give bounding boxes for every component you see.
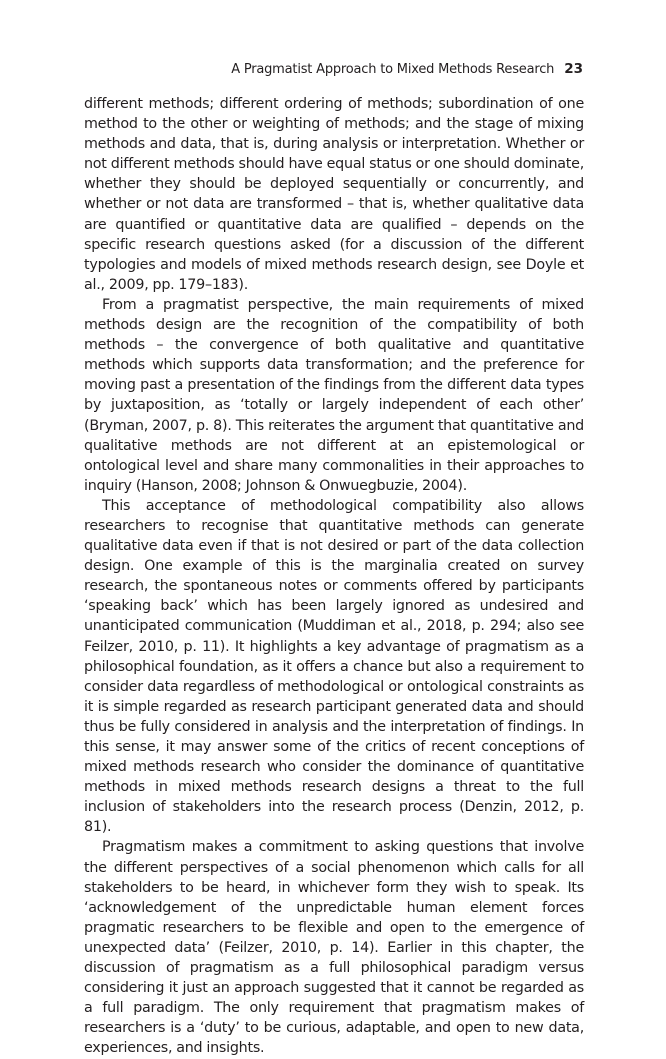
body-text — [84, 94, 584, 1059]
paragraph-continued: different methods; different ordering of methods; subordination of one method to the other or weighting of methods; and the stage of mixing methods and data, that is, during analysis or interpretation. Whether or not different methods should have equal status or one should dominate, whether they should be deployed sequentially or concurrently, and whether or not data are transformed – that is, whether qualitative data are quantified or quantitative data are qualified – depends on the specific research questions asked (for a discussion of the different typologies and models of mixed methods research design, see Doyle et al., 2009, pp. 179–183). — [84, 96, 584, 293]
paragraph-pragmatism-commitment: Pragmatism makes a commitment to asking questions that involve the different perspectives of a social phenomenon which calls for all stakeholders to be heard, in whichever form they wish to speak. Its ‘acknowledgement of the unpredictable human element forces pragmatic researchers to be flexible and open to the emergence of unexpected data’ (Feilzer, 2010, p. 14). Earlier in this chapter, the discussion of pragmatism as a full philosophical paradigm versus considering it just an approach suggested that it cannot be regarded as a full paradigm. The only requirement that pragmatism makes of researchers is a ‘duty’ to be curious, adaptable, and open to new data, experiences, and insights. — [84, 839, 584, 1057]
paragraph-pragmatist-perspective: From a pragmatist perspective, the main requirements of mixed methods design are the recognition of the compatibility of both methods – the convergence of both qualitative and quantitative methods which supports data transformation; and the preference for moving past a presentation of the findings from the different data types by juxtaposition, as ‘totally or largely independent of each other’ (Bryman, 2007, p. 8). This reiterates the argument that quantitative and qualitative methods are not different at an epistemological or ontological level and share many commonalities in their approaches to inquiry (Hanson, 2008; Johnson & Onwuegbuzie, 2004). — [84, 296, 584, 494]
page-number: 23 — [564, 61, 583, 77]
running-head-title: A Pragmatist Approach to Mixed Methods Research — [231, 62, 555, 77]
paragraph-methodological-compatibility: This acceptance of methodological compatibility also allows researchers to recognise that quantitative methods can generate qualitative data even if that is not desired or part of the data collection design. One example of this is the marginalia created on survey research, the spontaneous notes or comments offered by participants ‘speaking back’ which has been largely ignored as undesired and unanticipated communication (Muddiman et al., 2018, p. 294; also see Feilzer, 2010, p. 11). It highlights a key advantage of pragmatism as a philosophical foundation, as it offers a chance but also a requirement to consider data regardless of methodological or ontological constraints as it is simple regarded as research participant generated data and should thus be fully considered in analysis and the interpretation of findings. In this sense, it may answer some of the critics of recent conceptions of mixed methods research who consider the dominance of quantitative methods in mixed methods research designs a threat to the full inclusion of stakeholders into the research process (Denzin, 2012, p. 81). — [84, 497, 584, 836]
running-head — [231, 60, 583, 79]
